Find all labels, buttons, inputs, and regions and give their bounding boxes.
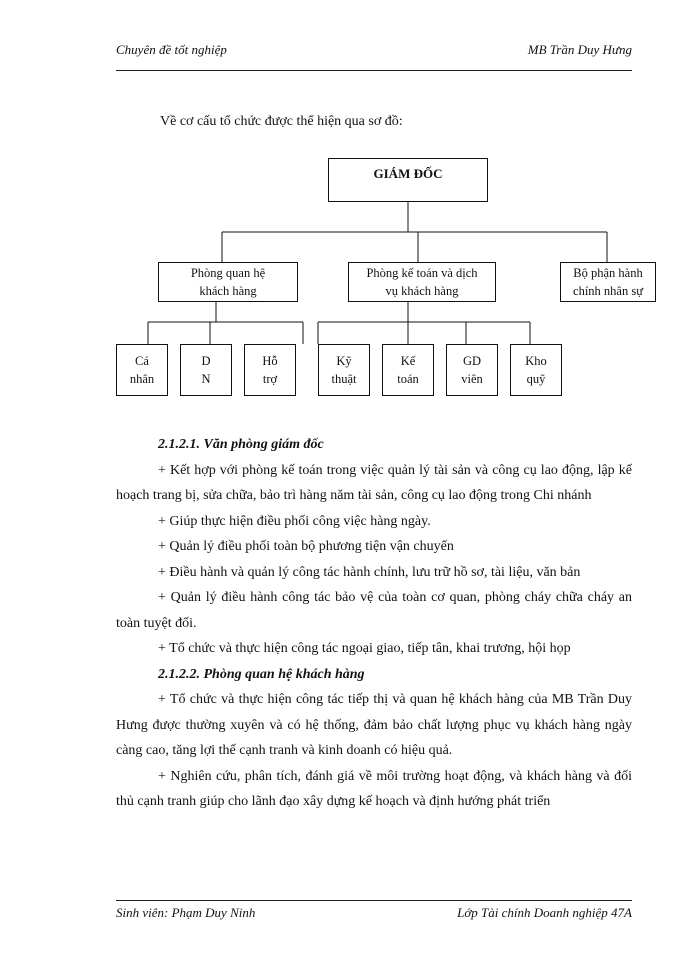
- section-heading: 2.1.2.1. Văn phòng giám đốc: [158, 437, 324, 452]
- org-unit-box: [382, 344, 434, 396]
- paragraph: + Nghiên cứu, phân tích, đánh giá về môi trường hoạt động, và khách hàng và đối thủ cạnh tranh giúp cho lãnh đạo xây dựng kế hoạch và định hướng phát triển: [116, 768, 632, 809]
- org-unit-line2: nhân: [129, 372, 155, 386]
- org-unit-line1: D: [201, 354, 211, 368]
- org-unit-box: [244, 344, 296, 396]
- section-heading: 2.1.2.2. Phòng quan hệ khách hàng: [158, 666, 365, 682]
- org-unit-line2: thuật: [331, 372, 357, 386]
- org-unit-line1: Kho: [525, 354, 547, 368]
- org-unit-line1: GD: [462, 354, 482, 368]
- org-unit-box: [446, 344, 498, 396]
- paragraph: + Giúp thực hiện điều phối công việc hàng ngày.: [158, 513, 431, 529]
- org-dept-line1: Phòng kế toán và dịch: [366, 266, 478, 280]
- org-unit-box: [318, 344, 370, 396]
- org-unit-line2: N: [201, 372, 211, 386]
- org-unit-line1: Cá: [135, 354, 149, 368]
- paragraph: + Kết hợp với phòng kế toán trong việc quản lý tài sản và công cụ lao động, lập kế hoạch trang bị, sửa chữa, bảo trì hàng năm tài sản, công cụ lao động trong Chi nhánh: [116, 462, 632, 503]
- intro-text: Về cơ cấu tổ chức được thể hiện qua sơ đồ:: [160, 114, 403, 129]
- footer-right: Lớp Tài chính Doanh nghiệp 47A: [457, 905, 632, 920]
- org-unit-line1: Kỹ: [336, 354, 352, 368]
- document-body: [116, 432, 632, 815]
- org-dept-line1: Bộ phận hành: [573, 266, 643, 280]
- org-unit-line2: quỹ: [526, 372, 546, 386]
- org-unit-box: [116, 344, 168, 396]
- paragraph: + Điều hành và quản lý công tác hành chính, lưu trữ hồ sơ, tài liệu, văn bản: [158, 564, 581, 580]
- header-left: Chuyên đề tốt nghiệp: [116, 42, 227, 57]
- org-dept-line2: chính nhân sự: [573, 284, 643, 298]
- org-unit-line1: Hỗ: [262, 354, 278, 368]
- org-root-label: GIÁM ĐỐC: [373, 166, 443, 181]
- org-root-box: [328, 158, 488, 202]
- org-unit-line2: toán: [397, 372, 419, 386]
- org-dept-line2: khách hàng: [199, 284, 257, 298]
- paragraph: + Tổ chức và thực hiện công tác ngoại giao, tiếp tân, khai trương, hội họp: [158, 641, 571, 656]
- paragraph: + Tổ chức và thực hiện công tác tiếp thị và quan hệ khách hàng của MB Trần Duy Hưng được thường xuyên và có hệ thống, đảm bảo chất lượng phục vụ khách hàng ngày càng cao, tăng lợi thế cạnh tranh và kinh doanh có hiệu quả.: [116, 692, 632, 758]
- org-unit-line1: Kế: [400, 354, 416, 368]
- header-right: MB Trần Duy Hưng: [527, 42, 632, 57]
- org-unit-box: [180, 344, 232, 396]
- org-unit-box: [510, 344, 562, 396]
- org-unit-line2: viên: [461, 372, 483, 386]
- org-dept-line2: vụ khách hàng: [385, 284, 459, 298]
- org-dept-box-ketoan: [348, 262, 496, 302]
- paragraph: + Quản lý điều hành công tác bảo vệ của toàn cơ quan, phòng cháy chữa cháy an toàn tuyệt đối.: [116, 590, 632, 631]
- footer-rule: [116, 900, 632, 901]
- org-dept-line1: Phòng quan hệ: [190, 266, 266, 280]
- org-dept-box-qhkh: [158, 262, 298, 302]
- footer-left: Sinh viên: Phạm Duy Ninh: [116, 905, 256, 920]
- paragraph: + Quản lý điều phối toàn bộ phương tiện vận chuyển: [158, 539, 454, 554]
- org-unit-line2: trợ: [262, 372, 278, 386]
- org-dept-box-hanhchinh: [560, 262, 656, 302]
